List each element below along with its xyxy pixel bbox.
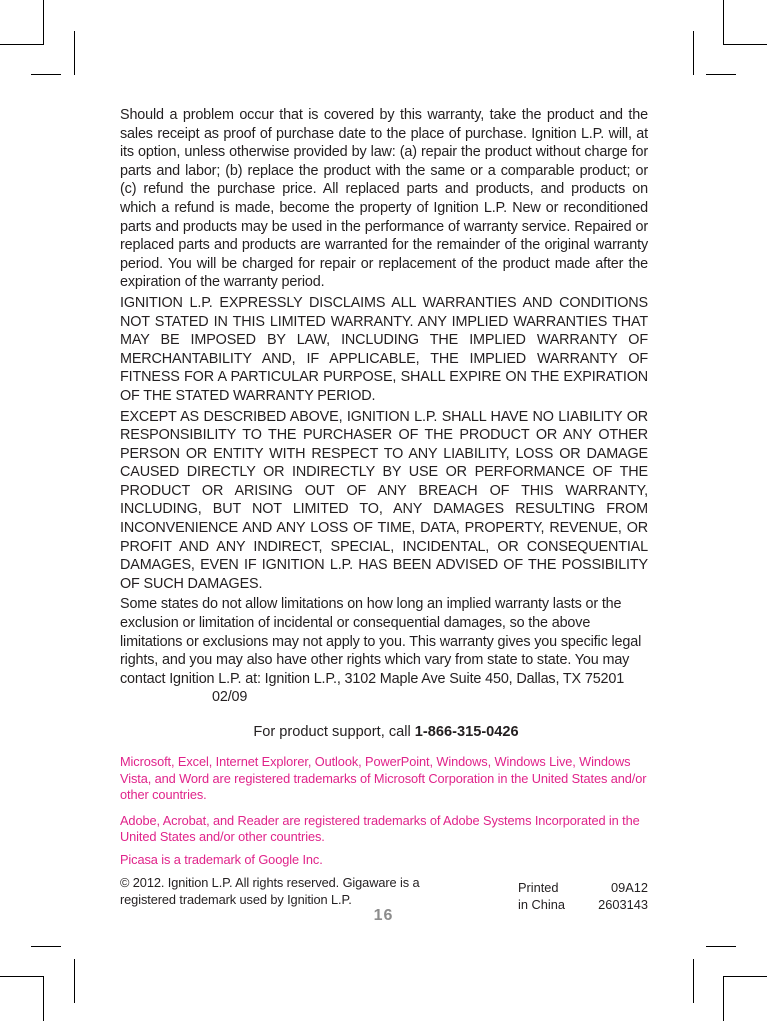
crop-mark bbox=[74, 959, 75, 1003]
date-code: 02/09 bbox=[212, 689, 248, 706]
crop-mark bbox=[723, 976, 724, 1021]
adobe-trademark-notice: Adobe, Acrobat, and Reader are registered trademarks of Adobe Systems Incorporated in the United States and/or other countries. bbox=[120, 812, 640, 844]
crop-mark bbox=[74, 31, 75, 75]
product-support-line bbox=[120, 724, 648, 740]
copyright-notice: © 2012. Ignition L.P. All rights reserved. Gigaware is a registered trademark used by Ignition L.P. bbox=[120, 875, 420, 907]
warranty-remedy-paragraph: Should a problem occur that is covered by this warranty, take the product and the sales receipt as proof of purchase date to the place of purchase. Ignition L.P. will, at its option, unless otherwise provided by law: (a) repair the product without charge for parts and labor; (b) replace the product with the same or a comparable product; or (c) refund the purchase price. All replaced parts and products, and products on which a refund is made, become the property of Ignition L.P. New or reconditioned parts and products may be used in the performance of warranty service. Repaired or replaced parts and products are warranted for the remainder of the original warranty period. You will be charged for repair or replacement of the product made after the expiration of the warranty period. bbox=[120, 107, 648, 291]
country-label: in China bbox=[518, 897, 565, 912]
warranty-states-paragraph bbox=[120, 595, 648, 707]
warranty-disclaimer-paragraph: IGNITION L.P. EXPRESSLY DISCLAIMS ALL WARRANTIES AND CONDITIONS NOT STATED IN THIS LIMITED WARRANTY. ANY IMPLIED WARRANTIES THAT MAY BE IMPOSED BY LAW, INCLUDING THE IMPLIED WARRANTY OF MERCHANTABILITY AND, IF APPLICABLE, THE IMPLIED WARRANTY OF FITNESS FOR A PARTICULAR PURPOSE, SHALL EXPIRE ON THE EXPIRATION OF THE STATED WARRANTY PERIOD. bbox=[120, 294, 648, 404]
warranty-liability-paragraph: EXCEPT AS DESCRIBED ABOVE, IGNITION L.P. SHALL HAVE NO LIABILITY OR RESPONSIBILITY TO THE PURCHASER OF THE PRODUCT OR ANY OTHER PERSON OR ENTITY WITH RESPECT TO ANY LIABILITY, LOSS OR DAMAGE CAUSED DIRECTLY OR INDIRECTLY BY USE OR PERFORMANCE OF THE PRODUCT OR ARISING OUT OF ANY BREACH OF THIS WARRANTY, INCLUDING, BUT NOT LIMITED TO, ANY DAMAGES RESULTING FROM INCONVENIENCE AND ANY LOSS OF TIME, DATA, PROPERTY, REVENUE, OR PROFIT AND ANY INDIRECT, SPECIAL, INCIDENTAL, OR CONSEQUENTIAL DAMAGES, EVEN IF IGNITION L.P. HAS BEEN ADVISED OF THE POSSIBILITY OF SUCH DAMAGES. bbox=[120, 408, 648, 592]
crop-mark bbox=[723, 976, 767, 977]
crop-mark bbox=[693, 959, 694, 1003]
printed-code: 09A12 bbox=[610, 880, 648, 895]
crop-mark bbox=[723, 0, 724, 44]
support-phone-number: 1-866-315-0426 bbox=[414, 724, 519, 740]
crop-mark bbox=[693, 31, 694, 75]
crop-mark bbox=[0, 976, 44, 977]
crop-mark bbox=[0, 44, 44, 45]
crop-mark bbox=[31, 74, 61, 75]
crop-mark bbox=[43, 0, 44, 44]
printed-label: Printed bbox=[518, 880, 559, 895]
google-trademark-notice: Picasa is a trademark of Google Inc. bbox=[120, 851, 323, 867]
crop-mark bbox=[706, 74, 736, 75]
print-info-row bbox=[518, 879, 648, 896]
part-number: 2603143 bbox=[598, 897, 648, 912]
warranty-states-text: Some states do not allow limitations on how long an implied warranty lasts or the exclusion or limitation of incidental or consequential damages, so the above limitations or exclusions may not apply to you. This warranty gives you specific legal rights, and you may also have other rights which vary from state to state. You may contact Ignition L.P. at: Ignition L.P., 3102 Maple Ave Suite 450, Dallas, TX 75201 bbox=[120, 596, 642, 687]
microsoft-trademark-notice: Microsoft, Excel, Internet Explorer, Outlook, PowerPoint, Windows, Windows Live, Windows Vista, and Word are registered trademarks of Microsoft Corporation in the United States and/or other countries. bbox=[120, 754, 647, 802]
crop-mark bbox=[31, 946, 61, 947]
page-number: 16 bbox=[373, 907, 394, 924]
crop-mark bbox=[43, 976, 44, 1021]
support-prefix: For product support, call bbox=[253, 724, 415, 740]
warranty-page-content bbox=[120, 106, 648, 914]
crop-mark bbox=[723, 44, 767, 45]
crop-mark bbox=[706, 946, 736, 947]
